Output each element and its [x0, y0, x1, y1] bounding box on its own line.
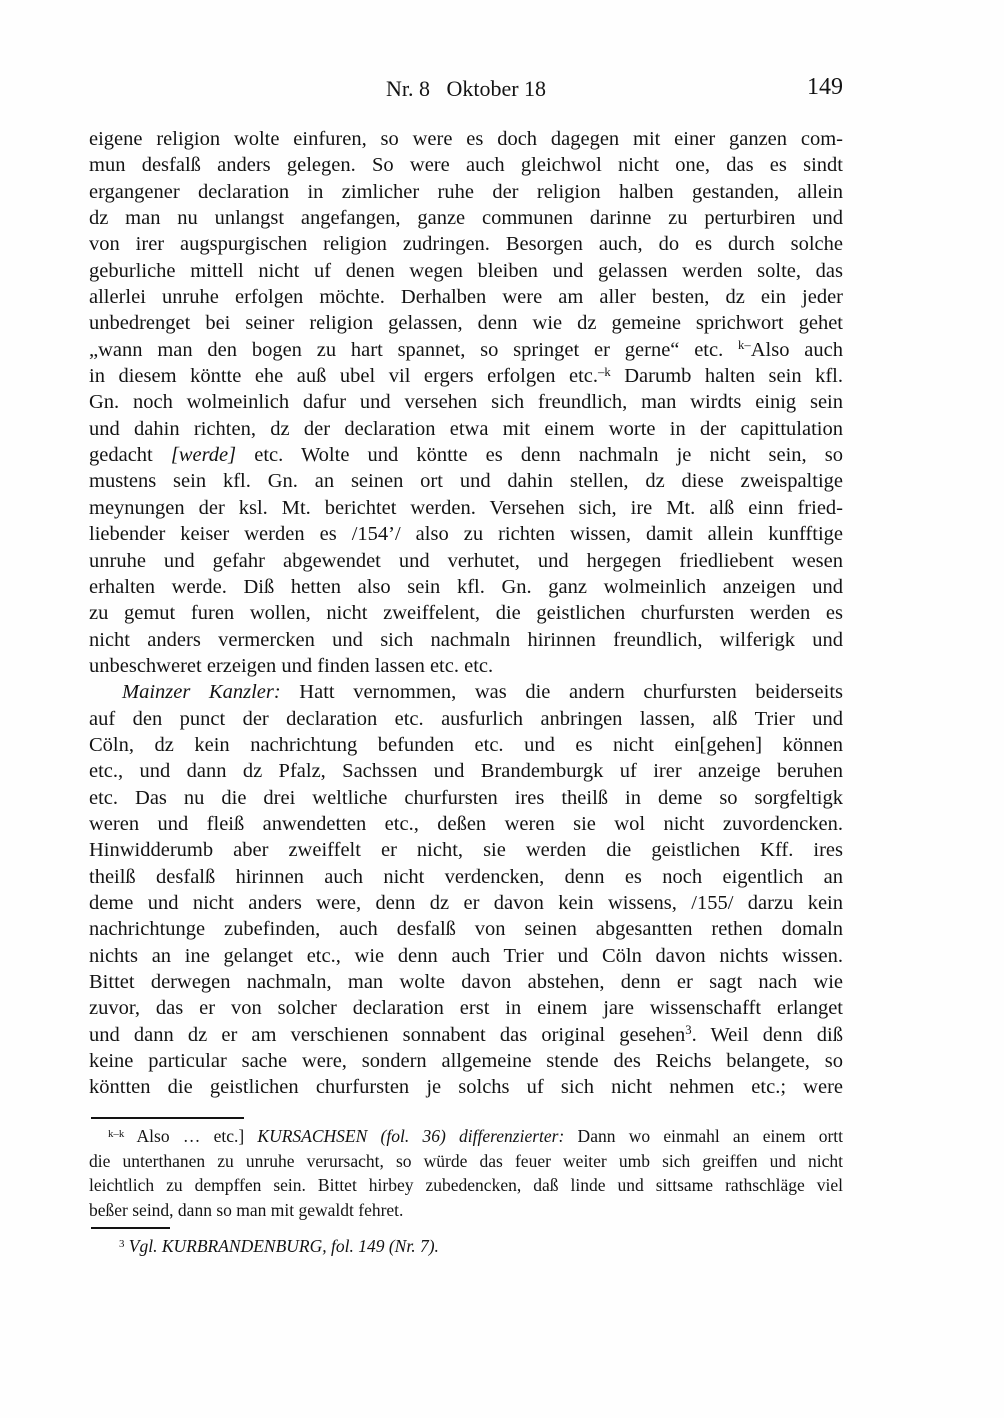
- body-text: [89, 126, 843, 1101]
- text-line: Cöln, dz kein nachrichtung befunden etc. und es nicht ein[gehen] können: [89, 733, 843, 756]
- text-line: deme und nicht anders were, denn dz er davon kein wissens, /155/ darzu kein: [89, 891, 843, 914]
- text-line: von irer augspurgischen religion zudringen. Besorgen auch, do es durch solche: [89, 233, 843, 256]
- text-line: „wann man den bogen zu hart spannet, so springet er gerne“ etc. $^{k-}$Also auch: [89, 338, 843, 361]
- paragraph-1: [89, 126, 843, 679]
- text-line: zu gemut furen wollen, nicht zweiffelent, die geistlichen churfursten werden es: [89, 602, 843, 625]
- footnote-marker: 3: [119, 1237, 125, 1250]
- text-line: die unterthanen zu unruhe verursacht, so würde das feuer weiter umb sich greiffen und nicht: [89, 1150, 843, 1171]
- text-line: dz man nu unlangst angefangen, ganze communen darinne zu perturbiren und: [89, 207, 843, 230]
- footnote-marker: –k: [598, 364, 611, 379]
- text-line: beßer seind, dann so man mit gewaldt fehret.: [89, 1199, 404, 1220]
- text-line: nicht anders vermercken und sich nachmaln hirinnen freundlich, wilferigk und: [89, 628, 843, 651]
- text-line: gedacht [werde] etc. Wolte und köntte es denn nachmaln je nicht sein, so: [89, 444, 844, 467]
- footnote-k-k: [89, 1124, 843, 1222]
- text-line: liebender keiser werden es /154’/ also zu richten wissen, damit allein kunfftige: [89, 523, 843, 546]
- footnote-marker: 3: [685, 1023, 692, 1038]
- text-line: Hinwidderumb aber zweiffelt er nicht, sie werden die geistlichen Kff. ires: [89, 839, 843, 862]
- text-line: auf den punct der declaration etc. ausfurlich anbringen lassen, alß Trier und: [89, 707, 843, 730]
- text-line: ergangener declaration in zimlicher ruhe der religion halben gestanden, allein: [89, 180, 843, 203]
- text-line: $^3$ Vgl. KURBRANDENBURG, fol. 149 (Nr. 7).: [119, 1236, 439, 1256]
- text-line: Mainzer Kanzler: Hatt vernommen, was die andern churfursten beiderseits: [122, 681, 843, 704]
- text-line: meynungen der ksl. Mt. berichtet werden. Versehen sich, ire Mt. alß einn fried-: [89, 496, 843, 519]
- text-line: unbeschweret erzeigen und finden lassen etc. etc.: [89, 654, 494, 677]
- text-line: $^{k-k}$ Also … etc.] KURSACHSEN (fol. 36) differenzierter: Dann wo einmahl an einem ortt: [108, 1126, 843, 1146]
- footnote-3: [89, 1234, 843, 1259]
- text-line: etc. Das nu die drei weltliche churfursten ires theilß in deme so sorgfeltigk: [89, 786, 843, 809]
- text-line: unbedrenget bei seiner religion gelassen, denn wie dz gemeine sprichwort gehet: [89, 312, 843, 335]
- footnote-rule: [91, 1117, 244, 1119]
- text-line: allerlei unruhe erfolgen möchte. Derhalben were am aller besten, dz ein jeder: [89, 286, 843, 309]
- text-line: eigene religion wolte einfuren, so were es doch dagegen mit einer ganzen com-: [89, 128, 843, 150]
- text-line: zuvor, das er von solcher declaration erst in einem jare wissenschafft erlanget: [89, 997, 843, 1020]
- footnote-marker: k–k: [108, 1127, 125, 1140]
- text-line: in diesem köntte ehe auß ubel vil ergers erfolgen etc.$^{-k}$ Darumb halten sein kfl.: [89, 364, 843, 388]
- page-number: 149: [807, 74, 843, 100]
- text-line: Gn. noch wolmeinlich dafur und versehen sich freundlich, man wirdts einig sein: [89, 391, 843, 414]
- paragraph-2: [89, 679, 843, 1101]
- text-line: mustens sein kfl. Gn. an seinen ort und dahin stellen, dz diese zweispaltige: [89, 470, 843, 493]
- text-line: theilß desfalß hirinnen auch nicht verdencken, denn es noch eigentlich an: [89, 865, 843, 888]
- text-line: nichts an ine gelanget etc., wie denn auch Trier und Cöln davon nichts wissen.: [89, 944, 843, 967]
- text-line: nachrichtunge zubefinden, auch desfalß von seinen abgesantten rethen domaln: [89, 918, 843, 941]
- text-line: keine particular sache were, sondern allgemeine stende des Reichs belangete, so: [89, 1050, 843, 1073]
- text-line: und dann dz er am verschienen sonnabent das original gesehen$^3$. Weil denn diß: [89, 1023, 843, 1046]
- text-line: unruhe und gefahr abgewendet und verhutet, und hergegen friedliebent wesen: [89, 549, 843, 572]
- text-line: geburliche mittell nicht uf denen wegen bleiben und gelassen werden solte, das: [89, 259, 843, 282]
- text-line: Bittet derwegen nachmaln, man wolte davon abstehen, denn er sagt nach wie: [89, 971, 843, 993]
- text-line: leichtlich zu dempffen sein. Bittet hirbey zubedencken, daß linde und sittsame rathschläge viel: [89, 1175, 843, 1196]
- text-line: köntten die geistlichen churfursten je solchs uf sich nicht nehmen etc.; were: [89, 1076, 843, 1099]
- text-line: weren und fleiß anwendetten etc., deßen weren sie wol nicht zuvordencken.: [89, 812, 843, 835]
- footnote-rule: [91, 1227, 170, 1229]
- text-line: mun desfalß anders gelegen. So were auch gleichwol nicht one, das es sindt: [89, 154, 843, 177]
- text-line: etc., und dann dz Pfalz, Sachssen und Brandemburgk uf irer anzeige beruhen: [89, 760, 843, 783]
- footnote-marker: k–: [738, 338, 751, 353]
- running-head-title: Nr. 8 Oktober 18: [385, 76, 547, 101]
- running-head: [89, 76, 843, 106]
- text-line: und dahin richten, dz der declaration etwa mit einem worte in der capittulation: [89, 417, 843, 440]
- text-line: erhalten werde. Diß hetten also sein kfl. Gn. ganz wolmeinlich anzeigen und: [89, 575, 843, 598]
